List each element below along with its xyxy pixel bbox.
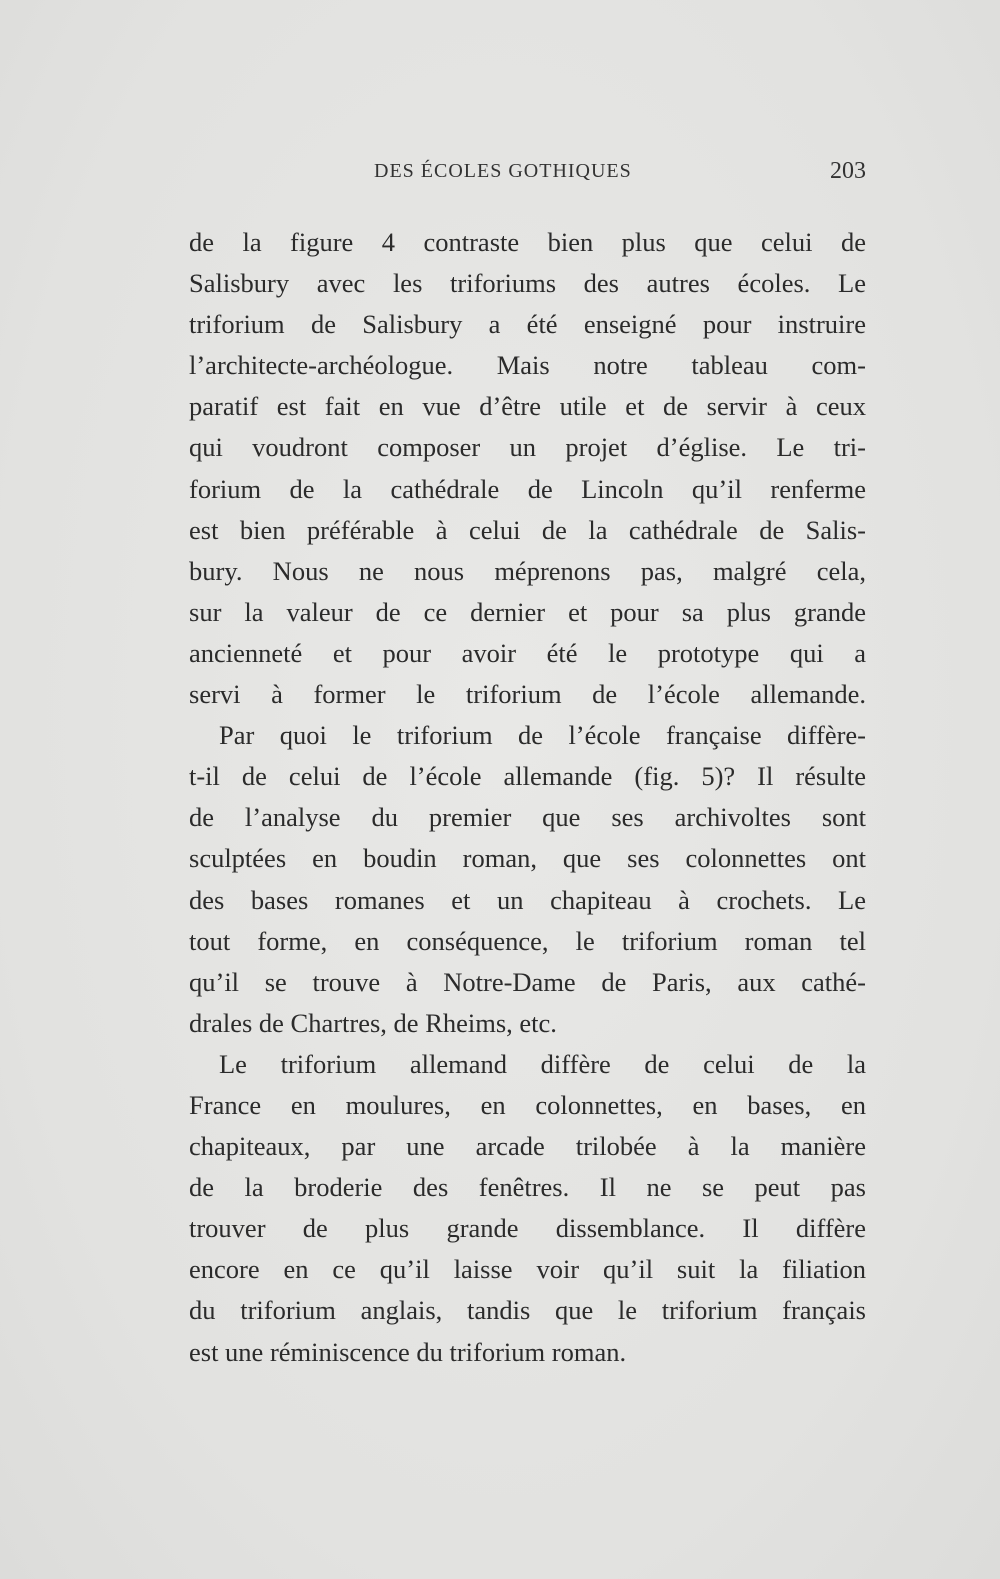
text-line: servi à former le triforium de l’école allemande. [189,679,866,710]
text-line: forium de la cathédrale de Lincoln qu’il renferme [189,473,866,504]
paragraph-3 [189,1044,866,1373]
text-line: de l’analyse du premier que ses archivoltes sont [189,802,866,833]
text-line: de la figure 4 contraste bien plus que celui de [189,227,866,257]
text-line: sur la valeur de ce dernier et pour sa plus grande [189,596,866,627]
text-line: Par quoi le triforium de l’école française diffère- [219,720,866,751]
running-title: DES ÉCOLES GOTHIQUES [374,160,632,182]
paragraph-2 [189,715,866,1044]
text-line: ancienneté et pour avoir été le prototype qui a [189,637,866,668]
text-line: triforium de Salisbury a été enseigné pour instruire [189,309,866,340]
text-line: France en moulures, en colonnettes, en bases, en [189,1089,866,1120]
text-line: est bien préférable à celui de la cathédrale de Salis- [189,514,866,545]
text-line: tout forme, en conséquence, le triforium roman tel [189,925,866,956]
text-line: de la broderie des fenêtres. Il ne se peut pas [189,1172,866,1203]
text-line: encore en ce qu’il laisse voir qu’il suit la filiation [189,1254,866,1285]
text-line: est une réminiscence du triforium roman. [189,1336,627,1367]
text-line: trouver de plus grande dissemblance. Il diffère [189,1213,866,1244]
page-number: 203 [830,158,866,184]
text-line: bury. Nous ne nous méprenons pas, malgré cela, [189,555,866,586]
text-line: Le triforium allemand diffère de celui de la [219,1048,866,1079]
text-line: qui voudront composer un projet d’église. Le tri- [189,432,866,463]
text-line: qu’il se trouve à Notre-Dame de Paris, aux cathé- [189,966,866,997]
text-line: drales de Chartres, de Rheims, etc. [189,1007,557,1038]
text-line: des bases romanes et un chapiteau à crochets. Le [189,884,866,915]
text-line: l’architecte-archéologue. Mais notre tableau com- [189,350,866,381]
text-line: du triforium anglais, tandis que le triforium français [189,1295,866,1326]
text-line: Salisbury avec les triforiums des autres écoles. Le [189,268,866,299]
text-line: sculptées en boudin roman, que ses colonnettes ont [189,843,866,874]
body-text [189,222,866,1373]
text-line: paratif est fait en vue d’être utile et de servir à ceux [189,391,866,422]
paragraph-1 [189,222,866,715]
text-line: chapiteaux, par une arcade trilobée à la manière [189,1131,866,1162]
running-head [190,160,866,190]
text-line: t-il de celui de l’école allemande (fig. 5)? Il résulte [189,761,866,792]
